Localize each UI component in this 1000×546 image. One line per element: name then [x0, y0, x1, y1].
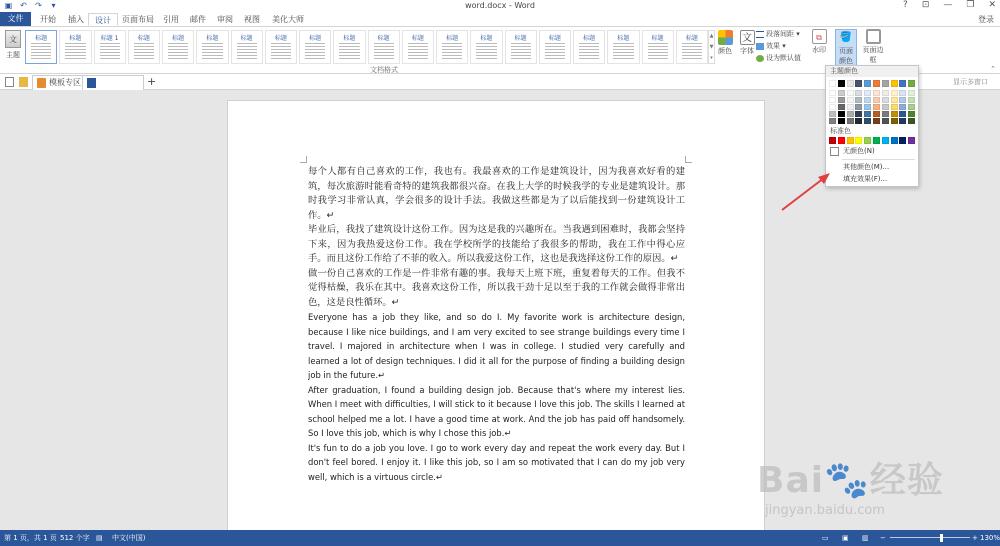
theme-color-swatch[interactable] — [873, 111, 880, 117]
style-set-thumb-title: 标题 — [514, 35, 527, 42]
new-doc-icon[interactable] — [5, 76, 17, 88]
style-set-thumb-lines — [271, 43, 291, 61]
no-color-swatch — [830, 147, 839, 156]
style-set-thumb[interactable] — [128, 30, 160, 64]
theme-color-swatch[interactable] — [882, 118, 889, 124]
style-set-thumb-lines — [100, 43, 120, 61]
style-set-thumb[interactable] — [265, 30, 297, 64]
style-set-thumb-title: 标题 — [411, 35, 424, 42]
checkmark-icon — [756, 55, 764, 62]
style-set-thumb-lines — [31, 43, 51, 61]
page-background-group — [808, 29, 884, 67]
style-set-thumb-title: 标题 — [309, 35, 322, 42]
set-default-label: 设为默认值 — [766, 54, 801, 62]
colors-button[interactable] — [716, 30, 734, 56]
theme-color-swatch[interactable] — [855, 118, 862, 124]
set-default-button[interactable] — [756, 53, 801, 63]
watermark-label: 水印 — [812, 46, 826, 54]
theme-color-swatch[interactable] — [873, 80, 880, 87]
theme-color-swatch[interactable] — [829, 97, 836, 103]
style-set-thumb[interactable] — [196, 30, 228, 64]
style-set-thumb-lines — [511, 43, 531, 61]
style-set-thumb[interactable] — [573, 30, 605, 64]
style-set-thumb-lines — [442, 43, 462, 61]
save-icon[interactable]: ▣ — [4, 1, 13, 10]
theme-color-swatch[interactable] — [882, 90, 889, 96]
style-set-thumb[interactable] — [607, 30, 639, 64]
home-icon — [37, 78, 46, 88]
watermark-icon: ⧉ — [812, 29, 827, 44]
paragraph-en-1: Everyone has a job they like, and so do I. My favorite work is architecture design, because I like nice buildings, and I am very excited to see strange buildings every time I travel. I majored in architecture when I was in college. I studied very carefully and learned a lot of design techniques. I did it all for the purpose of finding a building design job in the future.↵ — [308, 312, 685, 380]
themes-icon: 文 — [5, 30, 21, 48]
standard-colors-label: 标准色 — [830, 127, 851, 135]
style-set-thumb-title: 标题 — [548, 35, 561, 42]
theme-color-swatch[interactable] — [864, 104, 871, 110]
theme-color-swatch[interactable] — [891, 111, 898, 117]
style-set-thumb-title: 标题 — [137, 35, 150, 42]
page-color-menu — [825, 65, 919, 187]
theme-color-swatch[interactable] — [908, 90, 915, 96]
theme-color-swatch[interactable] — [838, 97, 845, 103]
paragraph-spacing-label: 段落间距 — [766, 30, 794, 38]
paragraph-zh-1: 每个人都有自己喜欢的工作，我也有。我最喜欢的工作是建筑设计，因为我喜欢好看的建筑，每次旅游时能看奇特的建筑我都很兴奋。在我上大学的时候我学的专业是建筑设计。那时我学习非常认真，学会很多的设计手法。我做这些都是为了以后能找到一份建筑设计工作。↵ — [308, 166, 685, 221]
colors-icon — [718, 30, 733, 45]
theme-color-swatch[interactable] — [838, 104, 845, 110]
style-set-thumb[interactable] — [333, 30, 365, 64]
style-set-thumb[interactable] — [676, 30, 708, 64]
style-set-thumb-lines — [613, 43, 633, 61]
no-color-option[interactable] — [830, 146, 875, 156]
standard-color-swatch[interactable] — [838, 137, 845, 144]
theme-color-swatch[interactable] — [864, 90, 871, 96]
style-set-thumb-lines — [545, 43, 565, 61]
language-indicator[interactable]: 中文(中国) — [112, 534, 146, 542]
theme-color-swatch[interactable] — [899, 80, 906, 87]
theme-color-swatch[interactable] — [838, 118, 845, 124]
style-set-thumb[interactable] — [94, 30, 126, 64]
theme-color-swatch[interactable] — [891, 104, 898, 110]
theme-color-swatch[interactable] — [908, 104, 915, 110]
theme-color-swatch[interactable] — [847, 104, 854, 110]
style-set-thumb-lines — [408, 43, 428, 61]
gallery-scroll[interactable]: ▲ ▼ ▾ — [708, 30, 715, 64]
more-colors-option[interactable]: 其他颜色(M)... — [843, 163, 890, 171]
theme-color-swatch[interactable] — [899, 90, 906, 96]
theme-color-swatch[interactable] — [847, 111, 854, 117]
small-commands — [756, 29, 801, 63]
effects-label: 效果 — [766, 42, 780, 50]
style-set-thumb-lines — [305, 43, 325, 61]
themes-button[interactable] — [3, 30, 23, 60]
theme-color-swatch[interactable] — [864, 97, 871, 103]
style-set-thumb-lines — [682, 43, 702, 61]
standard-color-swatch[interactable] — [908, 137, 915, 144]
add-tab-button[interactable]: + — [147, 75, 157, 88]
themes-label: 主题 — [6, 51, 20, 59]
theme-color-swatch[interactable] — [891, 90, 898, 96]
style-set-thumb[interactable] — [59, 30, 91, 64]
style-set-thumb[interactable] — [436, 30, 468, 64]
tab-page-layout[interactable]: 页面布局 — [122, 15, 154, 24]
maximize-button[interactable]: ❐ — [966, 0, 975, 10]
style-set-thumb-title: 标题 — [617, 35, 630, 42]
tab-review[interactable]: 审阅 — [217, 15, 233, 24]
theme-colors-label: 主题颜色 — [826, 66, 918, 77]
style-set-thumb-title: 标题 — [480, 35, 493, 42]
tab-doc-word[interactable] — [82, 75, 144, 90]
style-set-thumb[interactable] — [402, 30, 434, 64]
tab-home[interactable]: 开始 — [40, 15, 56, 24]
watermark-logo-text: Bai🐾经验 — [757, 460, 944, 501]
theme-color-swatch[interactable] — [847, 80, 854, 87]
theme-color-swatch[interactable] — [891, 118, 898, 124]
undo-icon[interactable]: ↶ — [20, 1, 27, 10]
standard-color-swatch[interactable] — [829, 137, 836, 144]
document-body[interactable] — [308, 165, 685, 484]
tab-insert[interactable]: 插入 — [68, 15, 84, 24]
theme-color-swatch[interactable] — [855, 90, 862, 96]
paragraph-zh-3: 做一份自己喜欢的工作是一件非常有趣的事。我每天上班下班，重复着每天的工作。但我不觉得枯燥，我乐在其中。我喜欢这份工作，所以我干劲十足以至于我的工作就会做得非常出色，这是良性循环。↵ — [308, 267, 685, 308]
zoom-slider-thumb[interactable] — [940, 534, 943, 542]
standard-color-swatch[interactable] — [873, 137, 880, 144]
theme-color-swatch[interactable] — [829, 80, 836, 87]
annotation-arrow — [778, 170, 833, 215]
theme-color-swatch[interactable] — [882, 97, 889, 103]
style-set-thumb-lines — [339, 43, 359, 61]
colors-label: 颜色 — [718, 47, 732, 55]
redo-icon[interactable]: ↷ — [35, 1, 42, 10]
style-set-thumb[interactable] — [368, 30, 400, 64]
tab-beautify[interactable]: 美化大师 — [272, 15, 304, 24]
tab-file[interactable]: 文件 — [0, 12, 31, 26]
style-set-thumb-title: 标题 — [274, 35, 287, 42]
paragraph-spacing-icon — [756, 31, 764, 38]
open-folder-icon[interactable] — [19, 76, 31, 88]
theme-color-swatch[interactable] — [847, 97, 854, 103]
paint-bucket-icon: 🪣 — [839, 32, 853, 43]
standard-color-row — [829, 137, 917, 145]
read-mode-icon[interactable]: ▭ — [822, 534, 829, 542]
style-set-thumb-title: 标题 — [343, 35, 356, 42]
paragraph-en-3: It's fun to do a job you love. I go to work every day and repeat the work every day. But I don't feel bored. I enjoy it. I like this job, so I am so motivated that I can do my job very well, which is a virtuous circle.↵ — [308, 442, 685, 482]
style-set-thumb-lines — [202, 43, 222, 61]
theme-color-swatch[interactable] — [847, 118, 854, 124]
paragraph-en-2: After graduation, I found a building design job. Because that's where my interest lies. When I meet with difficulties, I will stick to it because I love this job. The skills I learned at school helped me a lot. I have a good time at work. And the job has paid off handsomely. So I love this job, which is why I chose this job.↵ — [308, 384, 685, 438]
style-set-thumb-lines — [476, 43, 496, 61]
theme-color-swatch[interactable] — [908, 97, 915, 103]
watermark-button[interactable] — [808, 29, 830, 67]
theme-color-swatch[interactable] — [855, 111, 862, 117]
menu-divider — [842, 159, 915, 160]
theme-color-swatch[interactable] — [882, 111, 889, 117]
standard-color-swatch[interactable] — [847, 137, 854, 144]
style-set-thumb[interactable] — [470, 30, 502, 64]
proofing-icon[interactable]: ▤ — [96, 534, 103, 542]
style-set-thumb-title: 标题 — [446, 35, 459, 42]
effects-icon — [756, 43, 764, 50]
style-set-thumb-title: 标题 — [69, 35, 82, 42]
standard-color-swatch[interactable] — [882, 137, 889, 144]
page-borders-button[interactable] — [862, 29, 884, 67]
document-formatting-group-label: 文档格式 — [370, 66, 398, 74]
page-count[interactable]: 第 1 页，共 1 页 — [4, 534, 57, 542]
style-set-thumb-lines — [237, 43, 257, 61]
style-set-thumb-title: 标题 — [583, 35, 596, 42]
style-set-thumb-lines — [579, 43, 599, 61]
style-set-thumb-title: 标题 — [240, 35, 253, 42]
style-set-thumb-title: 标题 — [685, 35, 698, 42]
theme-color-swatch[interactable] — [838, 90, 845, 96]
login-link[interactable]: 登录 — [978, 15, 994, 24]
theme-color-swatch[interactable] — [873, 118, 880, 124]
standard-color-swatch[interactable] — [899, 137, 906, 144]
style-set-thumb[interactable] — [162, 30, 194, 64]
window-title: word.docx - Word — [465, 1, 535, 10]
tab-references[interactable]: 引用 — [163, 15, 179, 24]
style-set-thumb-lines — [168, 43, 188, 61]
minimize-button[interactable]: — — [943, 0, 953, 10]
theme-color-swatch[interactable] — [891, 97, 898, 103]
page-color-label: 页面颜色 — [839, 47, 853, 65]
margin-corner-mark — [685, 156, 692, 163]
zoom-slider[interactable] — [890, 537, 970, 538]
theme-color-swatch[interactable] — [829, 104, 836, 110]
style-set-thumb-title: 标题 — [35, 35, 48, 42]
theme-color-swatch[interactable] — [864, 118, 871, 124]
theme-color-swatch[interactable] — [855, 97, 862, 103]
theme-color-swatch[interactable] — [882, 104, 889, 110]
fonts-button[interactable] — [738, 30, 756, 56]
style-set-thumb[interactable] — [299, 30, 331, 64]
no-color-label: 无颜色(N) — [843, 147, 875, 155]
theme-color-swatch[interactable] — [855, 104, 862, 110]
style-set-thumb-lines — [65, 43, 85, 61]
zoom-in-button[interactable]: + — [972, 534, 978, 542]
theme-color-swatch[interactable] — [908, 118, 915, 124]
style-set-thumb-title: 标题 — [377, 35, 390, 42]
style-set-thumb[interactable] — [505, 30, 537, 64]
theme-color-swatch[interactable] — [838, 111, 845, 117]
style-set-thumb-lines — [648, 43, 668, 61]
theme-color-swatch[interactable] — [864, 80, 871, 87]
theme-color-swatch[interactable] — [873, 97, 880, 103]
theme-color-swatch[interactable] — [838, 80, 845, 87]
ribbon-display-button[interactable]: ⊡ — [921, 0, 930, 10]
style-set-thumb[interactable] — [231, 30, 263, 64]
theme-color-swatch[interactable] — [908, 80, 915, 87]
word-count[interactable]: 512 个字 — [60, 534, 90, 542]
standard-color-swatch[interactable] — [855, 137, 862, 144]
style-set-thumb-title: 标题 1 — [100, 35, 119, 42]
theme-color-swatch[interactable] — [829, 118, 836, 124]
style-set-thumb-title: 标题 — [206, 35, 219, 42]
template-zone-label: 模板专区 — [49, 78, 81, 87]
document-page[interactable] — [227, 100, 765, 540]
standard-color-swatch[interactable] — [864, 137, 871, 144]
watermark-url: jingyan.baidu.com — [765, 503, 885, 518]
style-set-thumb-lines — [374, 43, 394, 61]
theme-color-swatch[interactable] — [899, 97, 906, 103]
window-controls — [903, 0, 996, 10]
paragraph-spacing-button[interactable]: 段落间距 ▾ — [756, 29, 801, 39]
show-multi-window-button[interactable]: 显示多窗口 — [953, 78, 988, 86]
theme-color-swatch[interactable] — [899, 111, 906, 117]
word-doc-icon — [87, 78, 96, 88]
fonts-icon: 文 — [740, 30, 755, 45]
page-borders-label: 页面边框 — [862, 46, 884, 64]
tab-template-zone[interactable] — [32, 75, 86, 90]
theme-color-swatch[interactable] — [829, 90, 836, 96]
style-set-thumb[interactable] — [539, 30, 571, 64]
page-borders-icon — [866, 29, 881, 44]
tab-mailings[interactable]: 邮件 — [190, 15, 206, 24]
style-set-thumb-lines — [134, 43, 154, 61]
fill-effects-option[interactable]: 填充效果(F)... — [843, 175, 888, 183]
tab-design[interactable]: 设计 — [88, 13, 118, 26]
theme-color-swatch[interactable] — [873, 90, 880, 96]
title-bar — [0, 0, 1000, 12]
customize-qat-icon[interactable]: ▾ — [51, 1, 56, 10]
theme-color-swatch[interactable] — [899, 104, 906, 110]
margin-corner-mark — [300, 156, 307, 163]
paragraph-zh-2: 毕业后，我找了建筑设计这份工作。因为这是我的兴趣所在。当我遇到困难时，我都会坚持下来，因为我热爱这份工作。我在学校所学的技能给了我很多的帮助，我在工作中得心应手。而且这份工作给了不菲的收入。所以我爱这份工作，这也是我选择这份工作的原因。↵ — [308, 224, 685, 264]
style-set-gallery — [25, 30, 708, 64]
theme-color-swatch[interactable] — [847, 90, 854, 96]
effects-button[interactable]: 效果 ▾ — [756, 41, 801, 51]
theme-color-swatch[interactable] — [891, 80, 898, 87]
web-layout-icon[interactable]: ▥ — [862, 534, 869, 542]
status-bar — [0, 530, 1000, 546]
theme-color-swatch[interactable] — [899, 118, 906, 124]
theme-color-swatch[interactable] — [864, 111, 871, 117]
doc-format-buttons — [716, 30, 756, 56]
ribbon-tab-bar — [0, 12, 1000, 26]
theme-color-swatch[interactable] — [855, 80, 862, 87]
theme-color-swatch[interactable] — [873, 104, 880, 110]
theme-color-swatch[interactable] — [908, 111, 915, 117]
tab-view[interactable]: 视图 — [244, 15, 260, 24]
style-set-thumb-title: 标题 — [172, 35, 185, 42]
theme-color-swatch[interactable] — [882, 80, 889, 87]
standard-color-swatch[interactable] — [891, 137, 898, 144]
print-layout-icon[interactable]: ▣ — [842, 534, 849, 542]
help-button[interactable]: ? — [903, 0, 908, 10]
theme-color-swatch[interactable] — [829, 111, 836, 117]
style-set-thumb[interactable] — [642, 30, 674, 64]
fonts-label: 字体 — [740, 47, 754, 55]
close-button[interactable]: ✕ — [988, 0, 996, 10]
page-color-button[interactable] — [835, 29, 857, 67]
collapse-ribbon-icon[interactable]: ⌃ — [990, 65, 996, 73]
style-set-thumb[interactable] — [25, 30, 57, 64]
zoom-out-button[interactable]: − — [880, 534, 886, 542]
style-set-thumb-title: 标题 — [651, 35, 664, 42]
zoom-level[interactable]: 130% — [980, 534, 1000, 542]
